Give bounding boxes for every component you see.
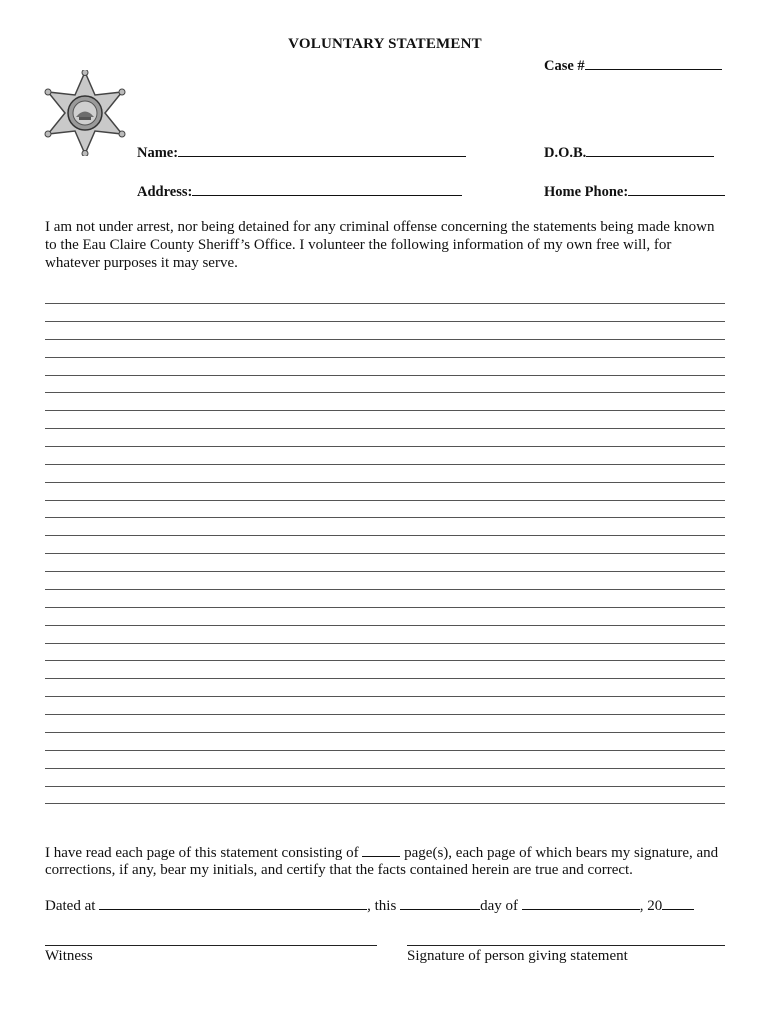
statement-line[interactable] <box>45 803 725 804</box>
this-label: , this <box>367 898 397 914</box>
statement-line[interactable] <box>45 750 725 751</box>
statement-line[interactable] <box>45 357 725 358</box>
statement-line[interactable] <box>45 482 725 483</box>
statement-line[interactable] <box>45 339 725 340</box>
address-field[interactable] <box>137 180 462 201</box>
statement-line[interactable] <box>45 660 725 661</box>
statement-line[interactable] <box>45 786 725 787</box>
statement-line[interactable] <box>45 517 725 518</box>
address-label: Address: <box>137 184 193 200</box>
sheriff-star-badge-icon <box>42 70 128 156</box>
statement-line[interactable] <box>45 732 725 733</box>
year-blank[interactable] <box>662 895 694 910</box>
dob-line[interactable] <box>586 141 714 157</box>
certification-text: I have read each page of this statement consisting of <box>45 845 363 861</box>
name-line[interactable] <box>178 141 466 157</box>
name-field[interactable] <box>137 141 466 162</box>
month-blank[interactable] <box>522 895 640 910</box>
signer-label: Signature of person giving statement <box>407 948 628 964</box>
name-label: Name: <box>137 145 179 161</box>
case-number-label: Case # <box>544 58 585 74</box>
statement-line[interactable] <box>45 678 725 679</box>
statement-line[interactable] <box>45 535 725 536</box>
statement-line[interactable] <box>45 428 725 429</box>
statement-line[interactable] <box>45 446 725 447</box>
statement-line[interactable] <box>45 696 725 697</box>
dated-line <box>45 895 694 915</box>
day-of-label: day of <box>480 898 518 914</box>
statement-line[interactable] <box>45 553 725 554</box>
statement-line[interactable] <box>45 410 725 411</box>
statement-line[interactable] <box>45 589 725 590</box>
declaration-line: whatever purposes it may serve. <box>45 255 238 271</box>
certification-paragraph <box>45 842 745 879</box>
statement-line[interactable] <box>45 768 725 769</box>
case-number-line[interactable] <box>585 54 722 70</box>
statement-line[interactable] <box>45 500 725 501</box>
dated-at-place-blank[interactable] <box>99 895 367 910</box>
year-prefix-label: , 20 <box>639 898 663 914</box>
statement-line[interactable] <box>45 321 725 322</box>
certification-line <box>45 842 745 862</box>
statement-line[interactable] <box>45 607 725 608</box>
witness-signature-line[interactable] <box>45 945 377 946</box>
address-line[interactable] <box>192 180 462 196</box>
page-count-blank[interactable] <box>362 842 400 857</box>
signer-signature-line[interactable] <box>407 945 725 946</box>
statement-line[interactable] <box>45 714 725 715</box>
home-phone-line[interactable] <box>628 180 725 196</box>
statement-line[interactable] <box>45 392 725 393</box>
certification-text: corrections, if any, bear my initials, and certify that the facts contained herein are true and correct. <box>45 862 633 878</box>
statement-line[interactable] <box>45 643 725 644</box>
witness-label: Witness <box>45 948 93 964</box>
declaration-line: to the Eau Claire County Sheriff’s Office. I volunteer the following information of my own free will, for <box>45 237 672 253</box>
certification-text: page(s), each page of which bears my signature, and <box>400 845 719 861</box>
statement-line[interactable] <box>45 571 725 572</box>
dated-at-label: Dated at <box>45 898 96 914</box>
page-title: VOLUNTARY STATEMENT <box>288 36 482 52</box>
case-number-field[interactable] <box>544 54 722 75</box>
statement-line[interactable] <box>45 625 725 626</box>
statement-line[interactable] <box>45 375 725 376</box>
home-phone-label: Home Phone: <box>544 184 629 200</box>
dob-field[interactable] <box>544 141 714 162</box>
day-blank[interactable] <box>400 895 480 910</box>
statement-line[interactable] <box>45 303 725 304</box>
dob-label: D.O.B. <box>544 145 587 161</box>
home-phone-field[interactable] <box>544 180 725 201</box>
declaration-line: I am not under arrest, nor being detained for any criminal offense concerning the statements being made known <box>45 219 715 235</box>
declaration-paragraph <box>45 218 745 272</box>
statement-line[interactable] <box>45 464 725 465</box>
